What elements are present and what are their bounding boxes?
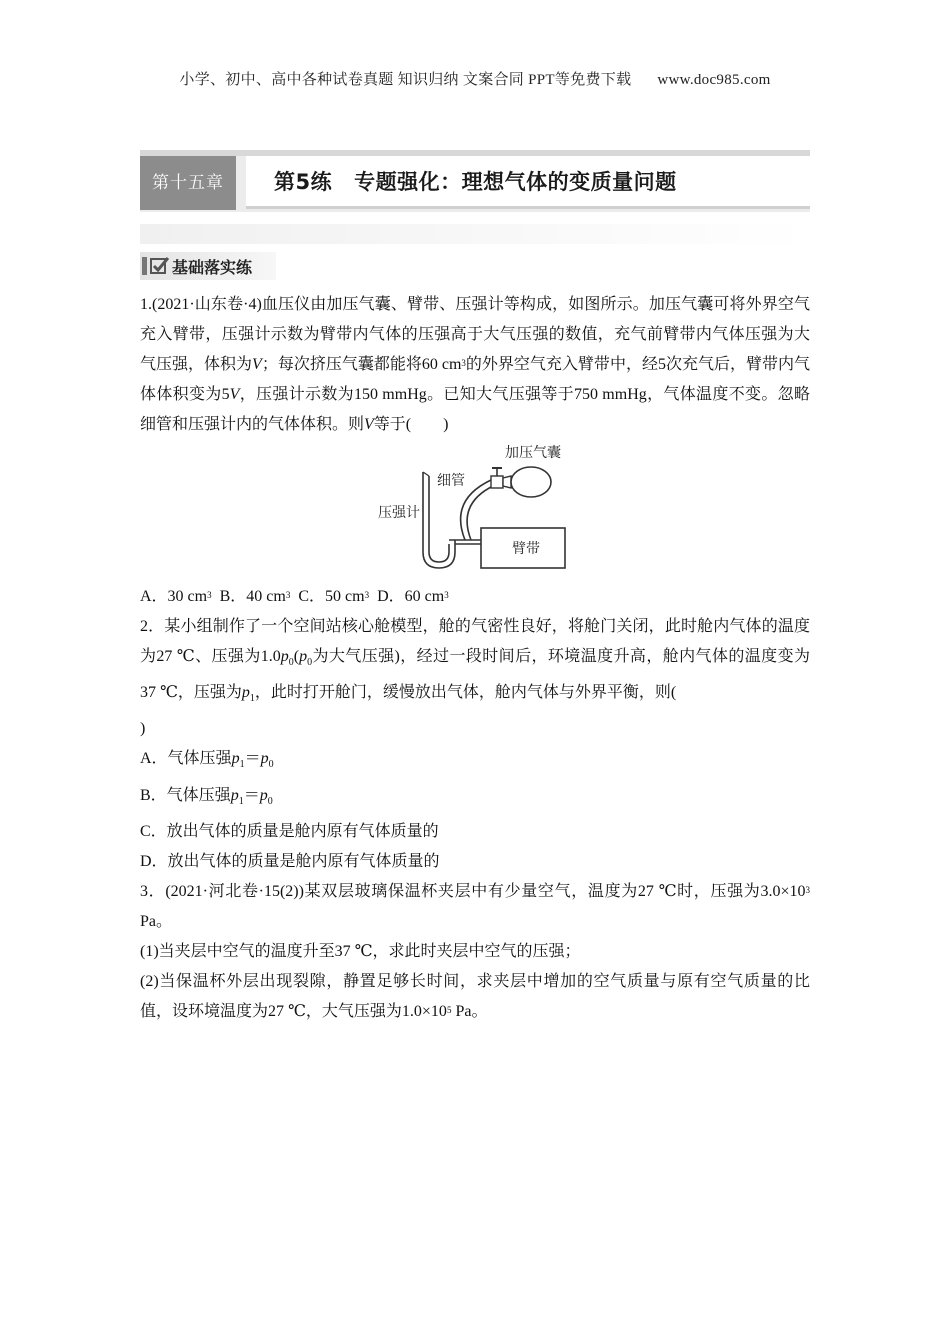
banner-shadow [140, 224, 810, 244]
lesson-number: 第5练 [274, 170, 333, 194]
title-box [246, 156, 810, 206]
q1-option-d[interactable]: D．60 $cm^3$ [377, 588, 449, 605]
q3-part-1: (1)当夹层中空气的温度升至37 ℃，求此时夹层中空气的压强； [140, 942, 581, 960]
q2-text-b: 为大气压强)，经过一段时间后，环境温度升高，舱内气体的温度变为37 ℃，压强为 [140, 648, 810, 702]
checkbox-check-icon [150, 256, 170, 276]
q1-var-v2: V [229, 386, 240, 403]
question-3: 3．(2021·河北卷·15(2))某双层玻璃保温杯夹层中有少量空气，温度为27 ℃时，压强为$3.0\times 10^3$ Pa。 [140, 882, 810, 930]
q1-var-v3: V [364, 416, 374, 433]
q1-text-e: 等于( ) [373, 416, 449, 433]
q1-options [140, 582, 810, 612]
q2-text-c: ，此时打开舱门，缓慢放出气体，舱内气体与外界平衡，则( [254, 684, 677, 702]
q1-option-c[interactable]: C．50 $cm^3$ [298, 588, 370, 605]
q1-text-d: ，压强计示数为150 mmHg。已知大气压强等于750 mmHg，气体温度不变。忽略细管和压强计内的气体体积。则 [140, 386, 810, 433]
q2-text-a: 2．某小组制作了一个空间站核心舱模型，舱的气密性良好，将舱门关闭，此时舱内气体的温度为27 ℃、压强为1.0 [140, 618, 810, 665]
q1-text-c: 的外界空气充入臂带中，经5次充气后，臂带内气体体积变为5 [140, 356, 810, 403]
q1-text-a: 1.(2021·山东卷·4)血压仪由加压气囊、臂带、压强计等构成，如图所示。加压气囊可将外界空气充入臂带，压强计示数为臂带内气体的压强高于大气压强的数值，充气前臂带内气体压强为大气压强，体积为 [140, 296, 810, 373]
title-banner [140, 150, 810, 212]
q3-text-a: 3．(2021·河北卷·15(2))某双层玻璃保温杯夹层中有少量空气，温度为27 ℃时，压强为3.0×10 [140, 882, 806, 900]
lesson-topic: 专题强化：理想气体的变质量问题 [354, 170, 677, 194]
q1-sup: 3 [461, 358, 466, 368]
blood-pressure-figure [140, 440, 810, 582]
question-2: 2．某小组制作了一个空间站核心舱模型，舱的气密性良好，将舱门关闭，此时舱内气体的温度为27 ℃、压强为$1.0p_0(p_0$为大气压强)，经过一段时间后，环境温度升高，舱内气体的温度变为37 ℃，压强为$p_1$，此时打开舱门，缓慢放出气体，舱内气体与外界平衡，则( ) [140, 618, 810, 738]
label-bulb: 加压气囊 [505, 445, 561, 461]
q3-part-2: (2)当保温杯外层出现裂隙，静置足够长时间，求夹层中增加的空气质量与原有空气质量的比值，设环境温度为27 ℃，大气压强为$1.0\times 10^5$ Pa。 [140, 972, 810, 1020]
section-label: 基础落实练 [172, 258, 253, 277]
q1-text-b: ；每次挤压气囊都能将60 cm [261, 356, 462, 373]
q1-option-b[interactable]: B．40 $cm^3$ [219, 588, 291, 605]
label-gauge: 压强计 [378, 505, 420, 521]
q2-option-a[interactable]: A．气体压强$p_1=p_0$ [140, 750, 274, 771]
header-text: 小学、初中、高中各种试卷真题 知识归纳 文案合同 PPT等免费下载 [179, 72, 632, 88]
q2-option-b[interactable]: B．气体压强$p_1=p_0$ [140, 786, 273, 807]
label-cuff: 臂带 [512, 541, 540, 557]
header-site[interactable]: www.doc985.com [657, 72, 771, 88]
q2-option-d[interactable]: D．放出气体的质量是舱内原有气体质量的 [140, 852, 440, 870]
page-header [0, 68, 950, 89]
q1-option-a[interactable]: A．30 $cm^3$ [140, 588, 212, 605]
q2-option-c[interactable]: C．放出气体的质量是舱内原有气体质量的 [140, 822, 439, 840]
lesson-title [274, 166, 677, 196]
question-1 [140, 290, 810, 440]
chapter-label: 第十五章 [140, 156, 236, 210]
section-marker [142, 257, 147, 275]
question-content [140, 290, 810, 1027]
q1-var-v: V [252, 356, 262, 373]
section-heading [140, 252, 276, 280]
label-tube: 细管 [437, 473, 465, 489]
q2-close: ) [140, 720, 146, 738]
